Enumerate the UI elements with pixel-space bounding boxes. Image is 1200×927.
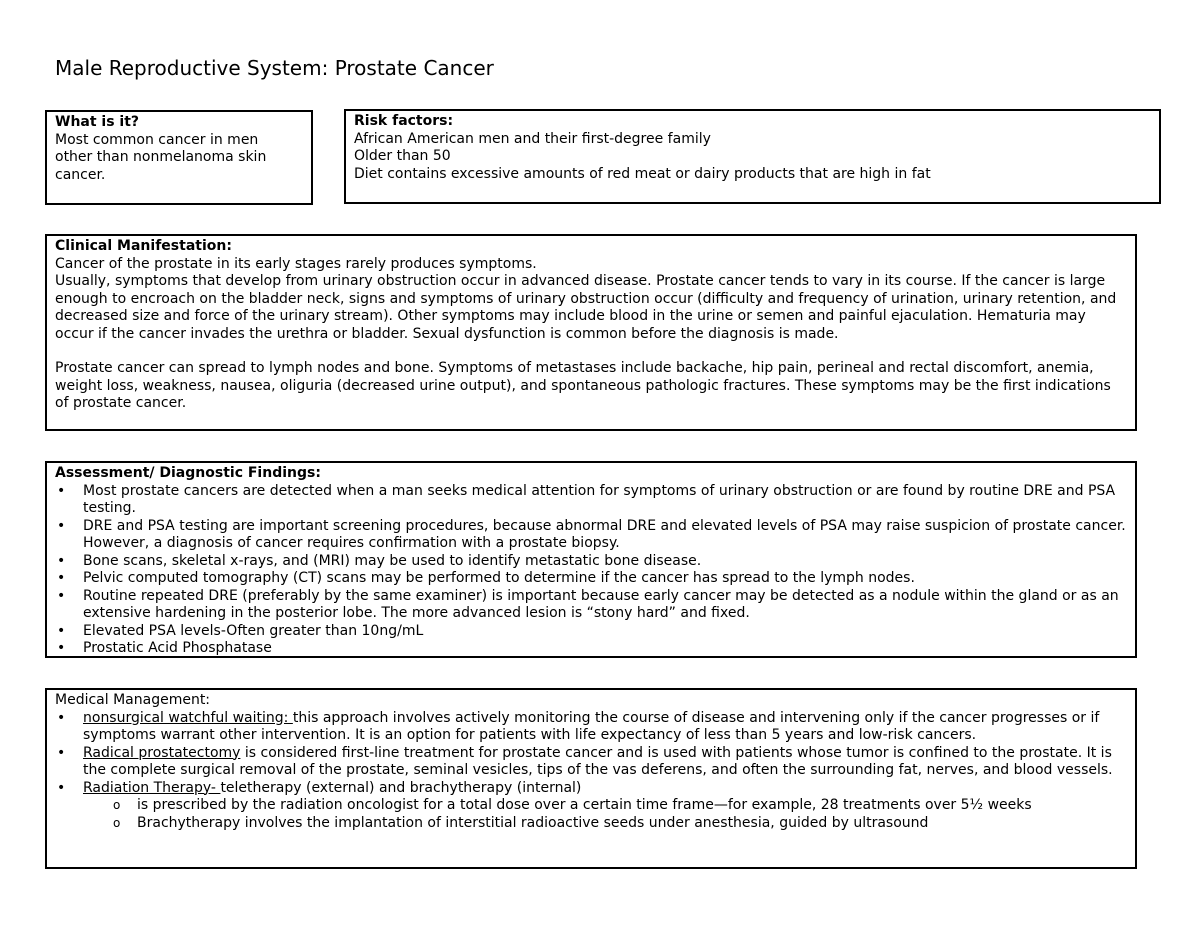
risk-factor-line: African American men and their first-degree family — [354, 130, 711, 147]
list-item — [55, 588, 1127, 623]
sub-bullet-icon: o — [113, 798, 121, 812]
what-is-it-box — [45, 110, 313, 205]
medical-management-box — [45, 688, 1137, 869]
list-item-text: Elevated PSA levels-Often greater than 10ng/mL — [83, 622, 424, 639]
assessment-heading: Assessment/ Diagnostic Findings: — [55, 465, 321, 481]
list-item-text: Most prostate cancers are detected when a man seeks medical attention for symptoms of urinary obstruction or are found by routine DRE and PSA testing. — [83, 482, 1116, 516]
bullet-icon: • — [57, 552, 66, 569]
list-item — [55, 570, 1127, 588]
list-item — [55, 745, 1127, 780]
list-item-text: Routine repeated DRE (preferably by the same examiner) is important because early cancer may be detected as a nodule within the gland or as an extensive hardening in the posterior lobe. The more advanced lesion is “stony hard” and fixed. — [83, 587, 1119, 621]
bullet-icon: • — [57, 779, 66, 796]
what-is-it-line: Most common cancer in men — [55, 131, 259, 148]
what-is-it-line: other than nonmelanoma skin — [55, 149, 267, 165]
clinical-paragraph: Prostate cancer can spread to lymph nodes and bone. Symptoms of metastases include backache, hip pain, perineal and rectal discomfort, anemia, weight loss, weakness, nausea, oliguria (decreased urine output), and spontaneous pathologic fractures. These symptoms may be the first indications of prostate cancer. — [55, 360, 1111, 411]
list-item-text: Prostatic Acid Phosphatase — [83, 640, 272, 656]
bullet-icon: • — [57, 587, 66, 604]
what-is-it-heading: What is it? — [55, 114, 140, 130]
radiation-sublist — [55, 797, 1127, 832]
list-item — [55, 483, 1127, 518]
list-item — [55, 710, 1127, 745]
medical-management-heading: Medical Management: — [55, 692, 211, 708]
list-item — [55, 553, 1127, 571]
clinical-paragraph: Usually, symptoms that develop from urinary obstruction occur in advanced disease. Prostate cancer tends to vary in its course. If the cancer is large enough to encroach on the bladder neck, signs and symptoms of urinary obstruction occur (difficulty and frequency of urination, urinary retention, and decreased size and force of the urinary stream). Other symptoms may include blood in the urine or semen and painful ejaculation. Hematuria may occur if the cancer invades the urethra or bladder. Sexual dysfunction is common before the diagnosis is made. — [55, 273, 1117, 342]
list-item-text: Pelvic computed tomography (CT) scans may be performed to determine if the cancer has spread to the lymph nodes. — [83, 570, 915, 586]
bullet-icon: • — [57, 622, 66, 639]
page-title: Male Reproductive System: Prostate Cancer — [55, 56, 494, 80]
list-item-term: Radical prostatectomy — [83, 744, 241, 761]
risk-factor-line: Older than 50 — [354, 148, 451, 164]
clinical-manifestation-heading: Clinical Manifestation: — [55, 238, 232, 254]
risk-factor-line: Diet contains excessive amounts of red meat or dairy products that are high in fat — [354, 165, 931, 182]
bullet-icon: • — [57, 570, 66, 586]
sub-list-item — [55, 815, 1127, 833]
list-item-text: this approach involves actively monitoring the course of disease and intervening only if the cancer progresses or if symptoms warrant other intervention. It is an option for patients with life expectancy of less than 5 years and low-risk cancers. — [83, 709, 1100, 743]
sub-list-item-text: is prescribed by the radiation oncologist for a total dose over a certain time frame—for example, 28 treatments over 5½ weeks — [137, 797, 1032, 813]
list-item-term: nonsurgical watchful waiting: — [83, 709, 293, 726]
assessment-box — [45, 461, 1137, 658]
bullet-icon: • — [57, 517, 66, 534]
sub-bullet-icon: o — [113, 815, 121, 830]
what-is-it-line: cancer. — [55, 166, 106, 183]
bullet-icon: • — [57, 709, 66, 726]
list-item-text: Bone scans, skeletal x-rays, and (MRI) may be used to identify metastatic bone disease. — [83, 552, 702, 569]
list-item-text: teletherapy (external) and brachytherapy (internal) — [220, 779, 582, 796]
list-item — [55, 518, 1127, 553]
medical-list — [55, 710, 1127, 798]
list-item — [55, 623, 1127, 641]
list-item — [55, 640, 1127, 658]
assessment-list — [55, 483, 1127, 658]
clinical-paragraph: Cancer of the prostate in its early stages rarely produces symptoms. — [55, 255, 537, 272]
list-item — [55, 780, 1127, 798]
list-item-term: Radiation Therapy- — [83, 779, 221, 796]
bullet-icon: • — [57, 640, 66, 656]
sub-list-item — [55, 797, 1127, 815]
bullet-icon: • — [57, 744, 66, 761]
list-item-text: is considered first-line treatment for prostate cancer and is used with patients whose tumor is confined to the prostate. It is the complete surgical removal of the prostate, seminal vesicles, tips of the vas deferens, and often the surrounding fat, nerves, and blood vessels. — [83, 744, 1113, 778]
sub-list-item-text: Brachytherapy involves the implantation of interstitial radioactive seeds under anesthesia, guided by ultrasound — [137, 814, 929, 831]
bullet-icon: • — [57, 482, 66, 499]
list-item-text: DRE and PSA testing are important screening procedures, because abnormal DRE and elevated levels of PSA may raise suspicion of prostate cancer. However, a diagnosis of cancer requires confirmation with a prostate biopsy. — [83, 517, 1126, 551]
risk-factors-box — [344, 109, 1161, 204]
clinical-manifestation-box — [45, 234, 1137, 431]
risk-factors-heading: Risk factors: — [354, 113, 454, 129]
